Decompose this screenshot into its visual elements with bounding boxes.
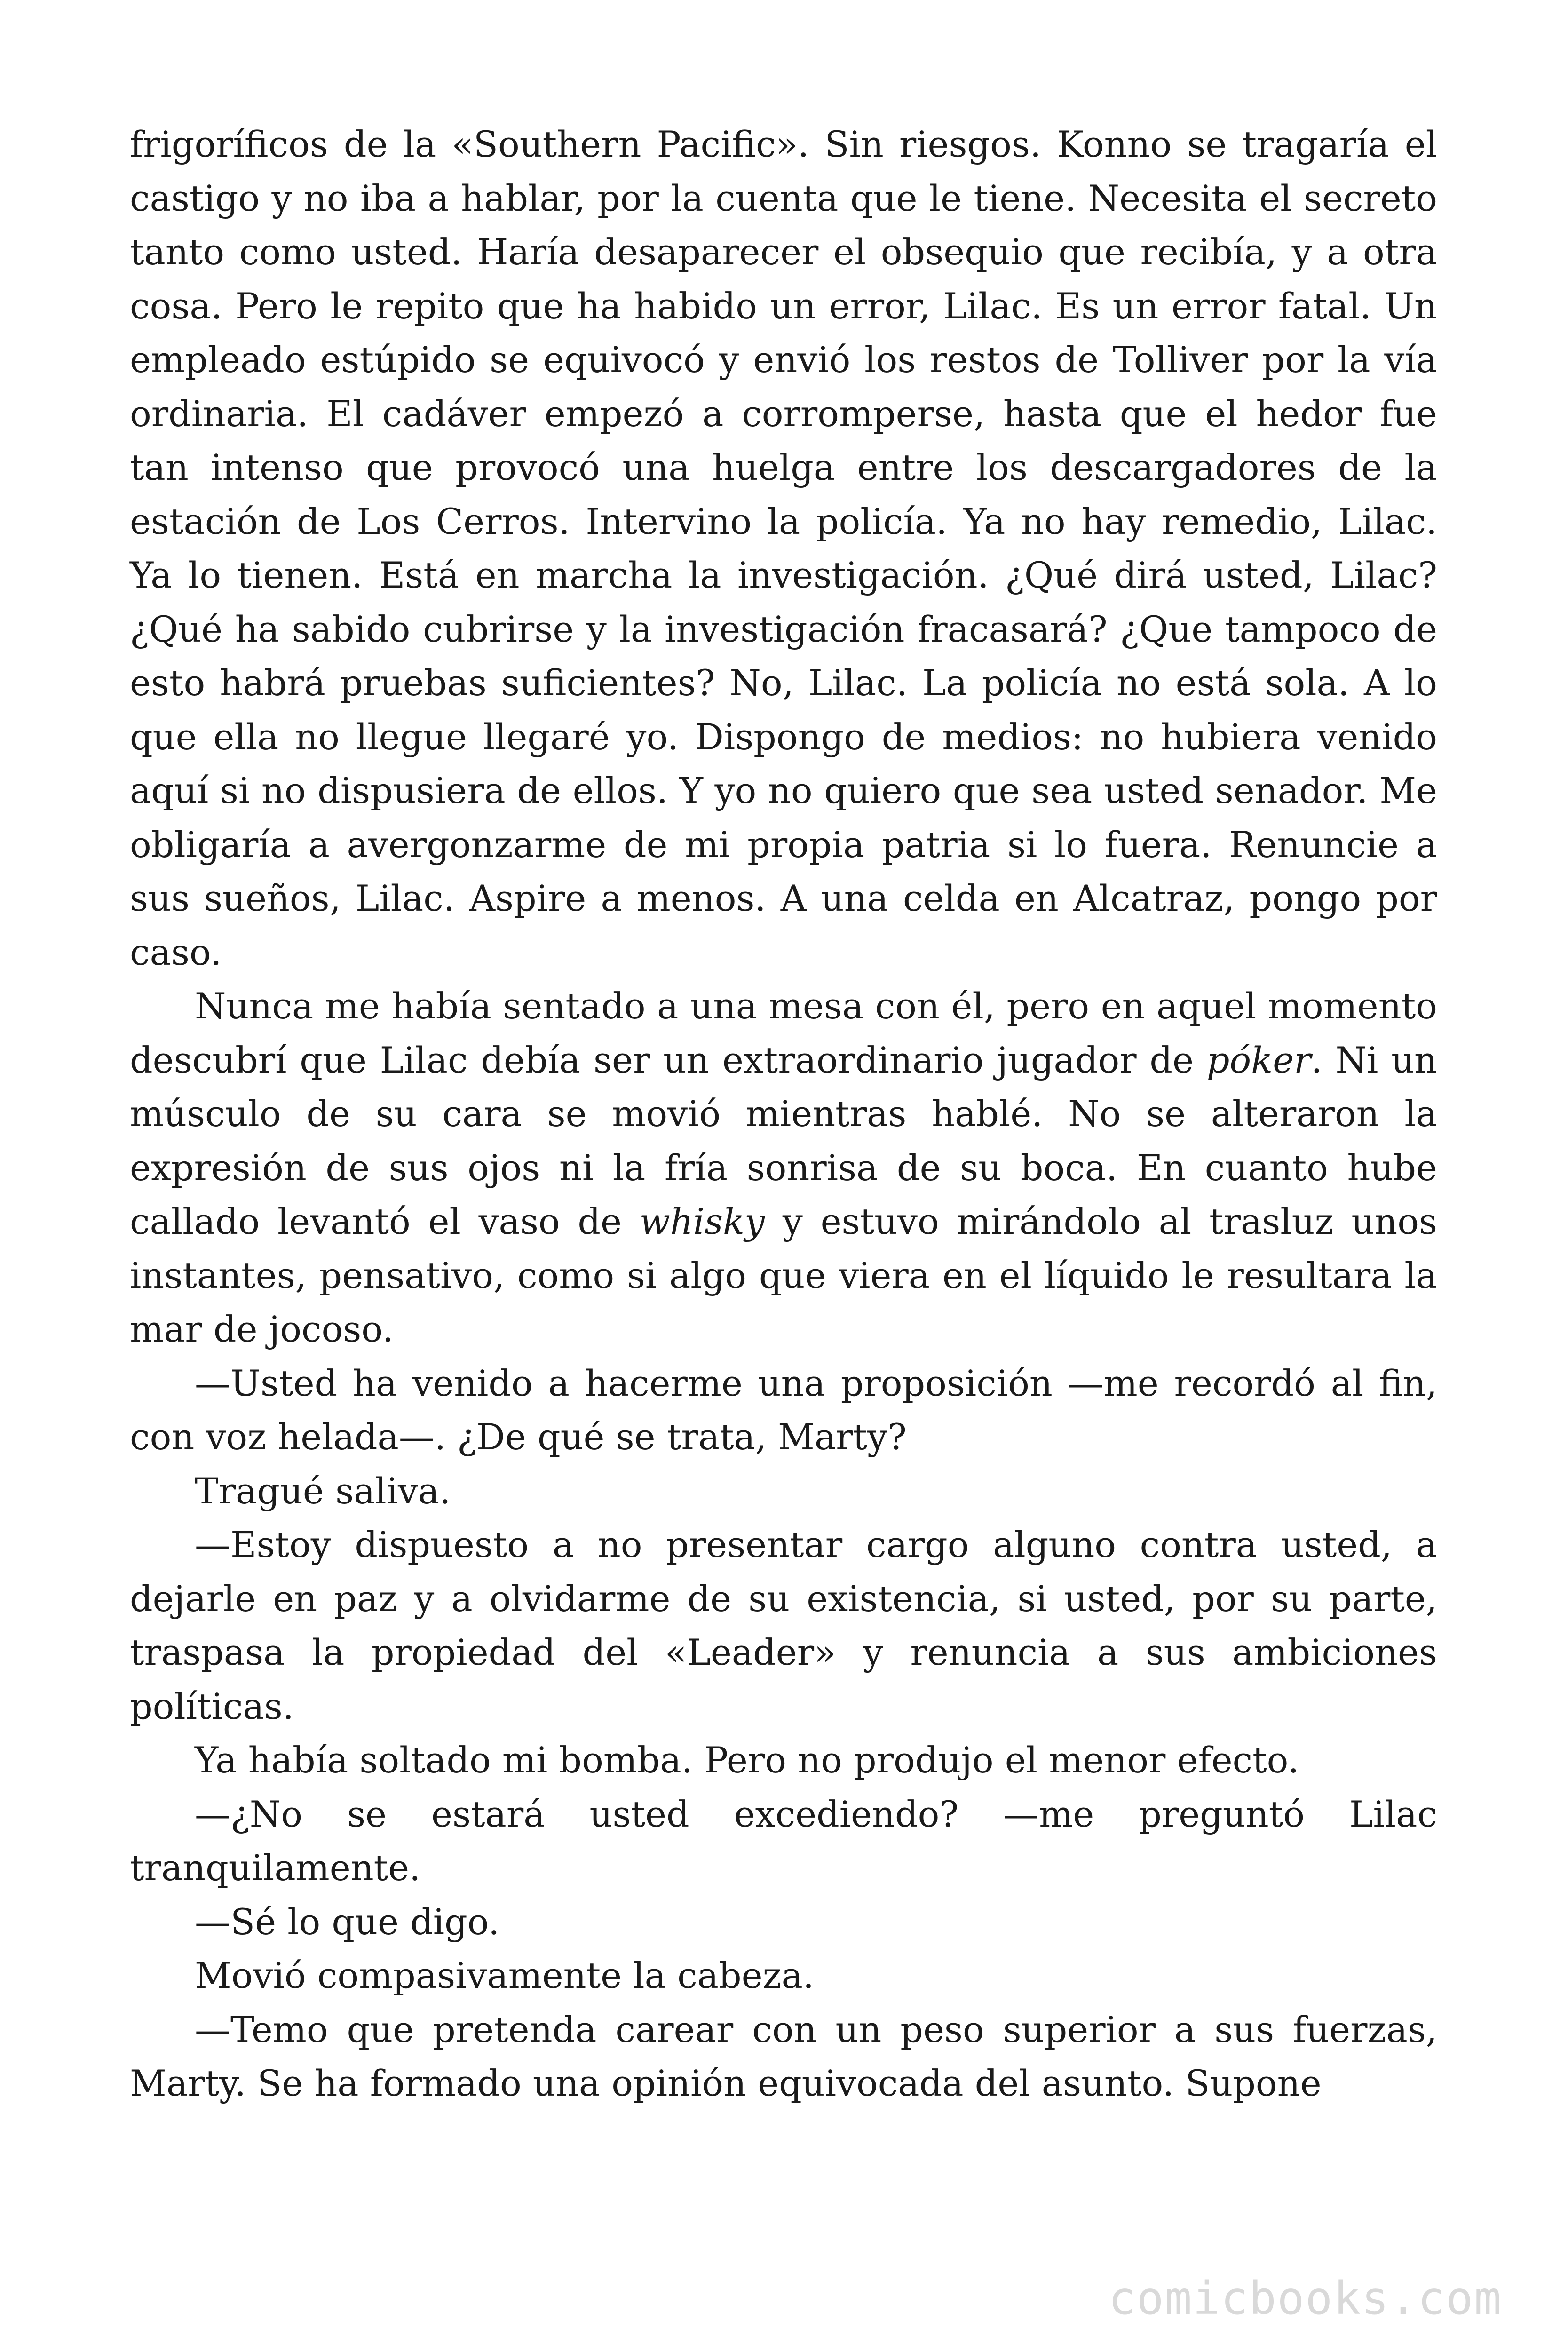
paragraph-text: —Sé lo que digo.: [195, 1900, 500, 1943]
paragraph: [130, 1357, 1437, 1464]
paragraph-text: Tragué saliva.: [195, 1470, 451, 1512]
paragraph-text: . Ni un músculo de su cara se movió mientras hablé. No se alteraron la expresión de sus ojos ni la fría sonrisa de su boca. En cuanto hube callado levantó el vaso de: [130, 1039, 1437, 1242]
paragraph-text: Ya había soltado mi bomba. Pero no produjo el menor efecto.: [195, 1739, 1299, 1781]
paragraph-text: frigoríficos de la «Southern Pacific». Sin riesgos. Konno se tragaría el castigo y no iba a hablar, por la cuenta que le tiene. Necesita el secreto tanto como usted. Haría desaparecer el obsequio que recibía, y a otra cosa. Pero le repito que ha habido un error, Lilac. Es un error fatal. Un empleado estúpido se equivocó y envió los restos de Tolliver por la vía ordinaria. El cadáver empezó a corromperse, hasta que el hedor fue tan intenso que provocó una huelga entre los descargadores de la estación de Los Cerros. Intervino la policía. Ya no hay remedio, Lilac. Ya lo tienen. Está en marcha la investigación. ¿Qué dirá usted, Lilac? ¿Qué ha sabido cubrirse y la investigación fracasará? ¿Que tampoco de esto habrá pruebas suficientes? No, Lilac. La policía no está sola. A lo que ella no llegue llegaré yo. Dispongo de medios: no hubiera venido aquí si no dispusiera de ellos. Y yo no quiero que sea usted senador. Me obligaría a avergonzarme de mi propia patria si lo fuera. Renuncie a sus sueños, Lilac. Aspire a menos. A una celda en Alcatraz, pongo por caso.: [130, 123, 1437, 973]
paragraph: [130, 1464, 1437, 1518]
paragraph: [130, 979, 1437, 1357]
paragraph-text: Movió compasivamente la cabeza.: [195, 1955, 815, 1996]
paragraph-text: —Usted ha venido a hacerme una proposición —me recordó al fin, con voz helada—. ¿De qué se trata, Marty?: [130, 1362, 1437, 1458]
paragraph-text: —Estoy dispuesto a no presentar cargo alguno contra usted, a dejarle en paz y a olvidarme de su existencia, si usted, por su parte, traspasa la propiedad del «Leader» y renuncia a sus ambiciones políticas.: [130, 1524, 1437, 1727]
watermark: comicbooks.com: [1108, 2272, 1502, 2325]
paragraph: [130, 118, 1437, 979]
paragraph-text: y estuvo mirándolo al trasluz unos instantes, pensativo, como si algo que viera en el líquido le resultara la mar de jocoso.: [130, 1200, 1437, 1350]
paragraph: [130, 1733, 1437, 1788]
paragraph: [130, 1518, 1437, 1733]
paragraph: [130, 2003, 1437, 2111]
paragraph-text: —Temo que pretenda carear con un peso superior a sus fuerzas, Marty. Se ha formado una opinión equivocada del asunto. Supone: [130, 2008, 1437, 2104]
paragraph-text: —¿No se estará usted excediendo? —me preguntó Lilac tranquilamente.: [130, 1793, 1437, 1889]
paragraph: [130, 1788, 1437, 1895]
paragraph: [130, 1895, 1437, 1949]
italic-text: póker: [1206, 1039, 1311, 1081]
paragraph: [130, 1949, 1437, 2003]
paragraph-text: Nunca me había sentado a una mesa con él, pero en aquel momento descubrí que Lilac debía ser un extraordinario jugador de: [130, 985, 1437, 1081]
italic-text: whisky: [639, 1200, 765, 1242]
body-text: [130, 118, 1437, 2111]
